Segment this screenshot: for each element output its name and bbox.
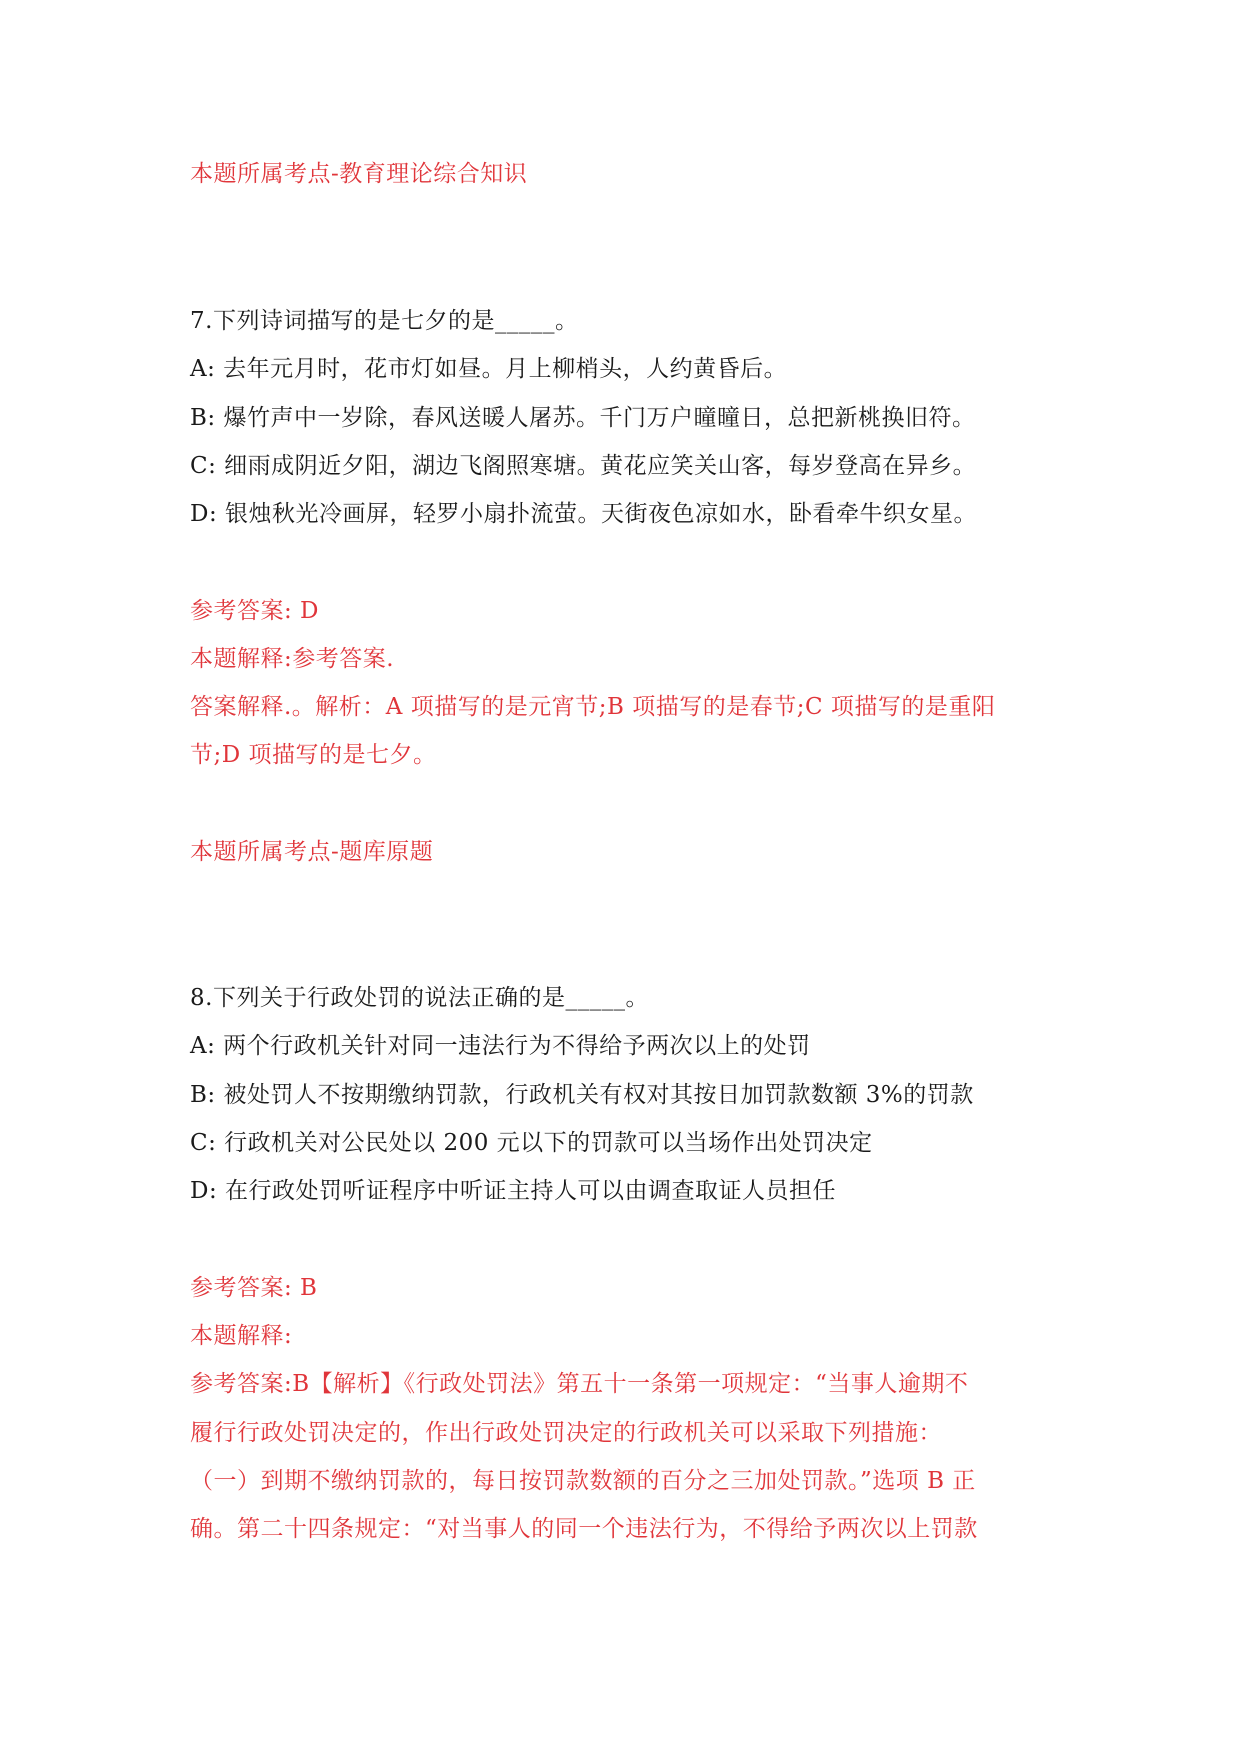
option-b: B: 被处罚人不按期缴纳罚款，行政机关有权对其按日加罚款数额 3%的罚款 <box>190 1082 974 1108</box>
explanation-title: 本题解释: <box>190 1323 293 1349</box>
explanation-line: 参考答案:B【解析】《行政处罚法》第五十一条第一项规定：“当事人逾期不 <box>190 1371 969 1397</box>
knowledge-point-label: 本题所属考点-题库原题 <box>190 839 434 865</box>
option-c: C: 行政机关对公民处以 200 元以下的罚款可以当场作出处罚决定 <box>190 1130 873 1156</box>
explanation-line: 履行行政处罚决定的，作出行政处罚决定的行政机关可以采取下列措施： <box>190 1420 942 1446</box>
question-text: 8.下列关于行政处罚的说法正确的是_____。 <box>190 985 649 1011</box>
explanation-line: 确。第二十四条规定：“对当事人的同一个违法行为，不得给予两次以上罚款 <box>190 1516 978 1542</box>
option-b: B: 爆竹声中一岁除，春风送暖人屠苏。千门万户曈曈日，总把新桃换旧符。 <box>190 405 976 431</box>
option-d: D: 银烛秋光冷画屏，轻罗小扇扑流萤。天街夜色凉如水，卧看牵牛织女星。 <box>190 501 978 527</box>
reference-answer: 参考答案: B <box>190 1275 318 1301</box>
explanation-line: （一）到期不缴纳罚款的，每日按罚款数额的百分之三加处罚款。”选项 B 正 <box>190 1468 976 1494</box>
explanation-title: 本题解释:参考答案. <box>190 646 395 672</box>
option-d: D: 在行政处罚听证程序中听证主持人可以由调查取证人员担任 <box>190 1178 837 1204</box>
knowledge-point-label: 本题所属考点-教育理论综合知识 <box>190 161 528 187</box>
option-c: C: 细雨成阴近夕阳，湖边飞阁照寒塘。黄花应笑关山客，每岁登高在异乡。 <box>190 453 977 479</box>
question-text: 7.下列诗词描写的是七夕的是_____。 <box>190 308 579 334</box>
explanation-line: 节;D 项描写的是七夕。 <box>190 742 437 768</box>
option-a: A: 去年元月时，花市灯如昼。月上柳梢头，人约黄昏后。 <box>190 356 788 382</box>
explanation-line: 答案解释.。解析：A 项描写的是元宵节;B 项描写的是春节;C 项描写的是重阳 <box>190 694 996 720</box>
option-a: A: 两个行政机关针对同一违法行为不得给予两次以上的处罚 <box>190 1033 811 1059</box>
reference-answer: 参考答案: D <box>190 598 320 624</box>
